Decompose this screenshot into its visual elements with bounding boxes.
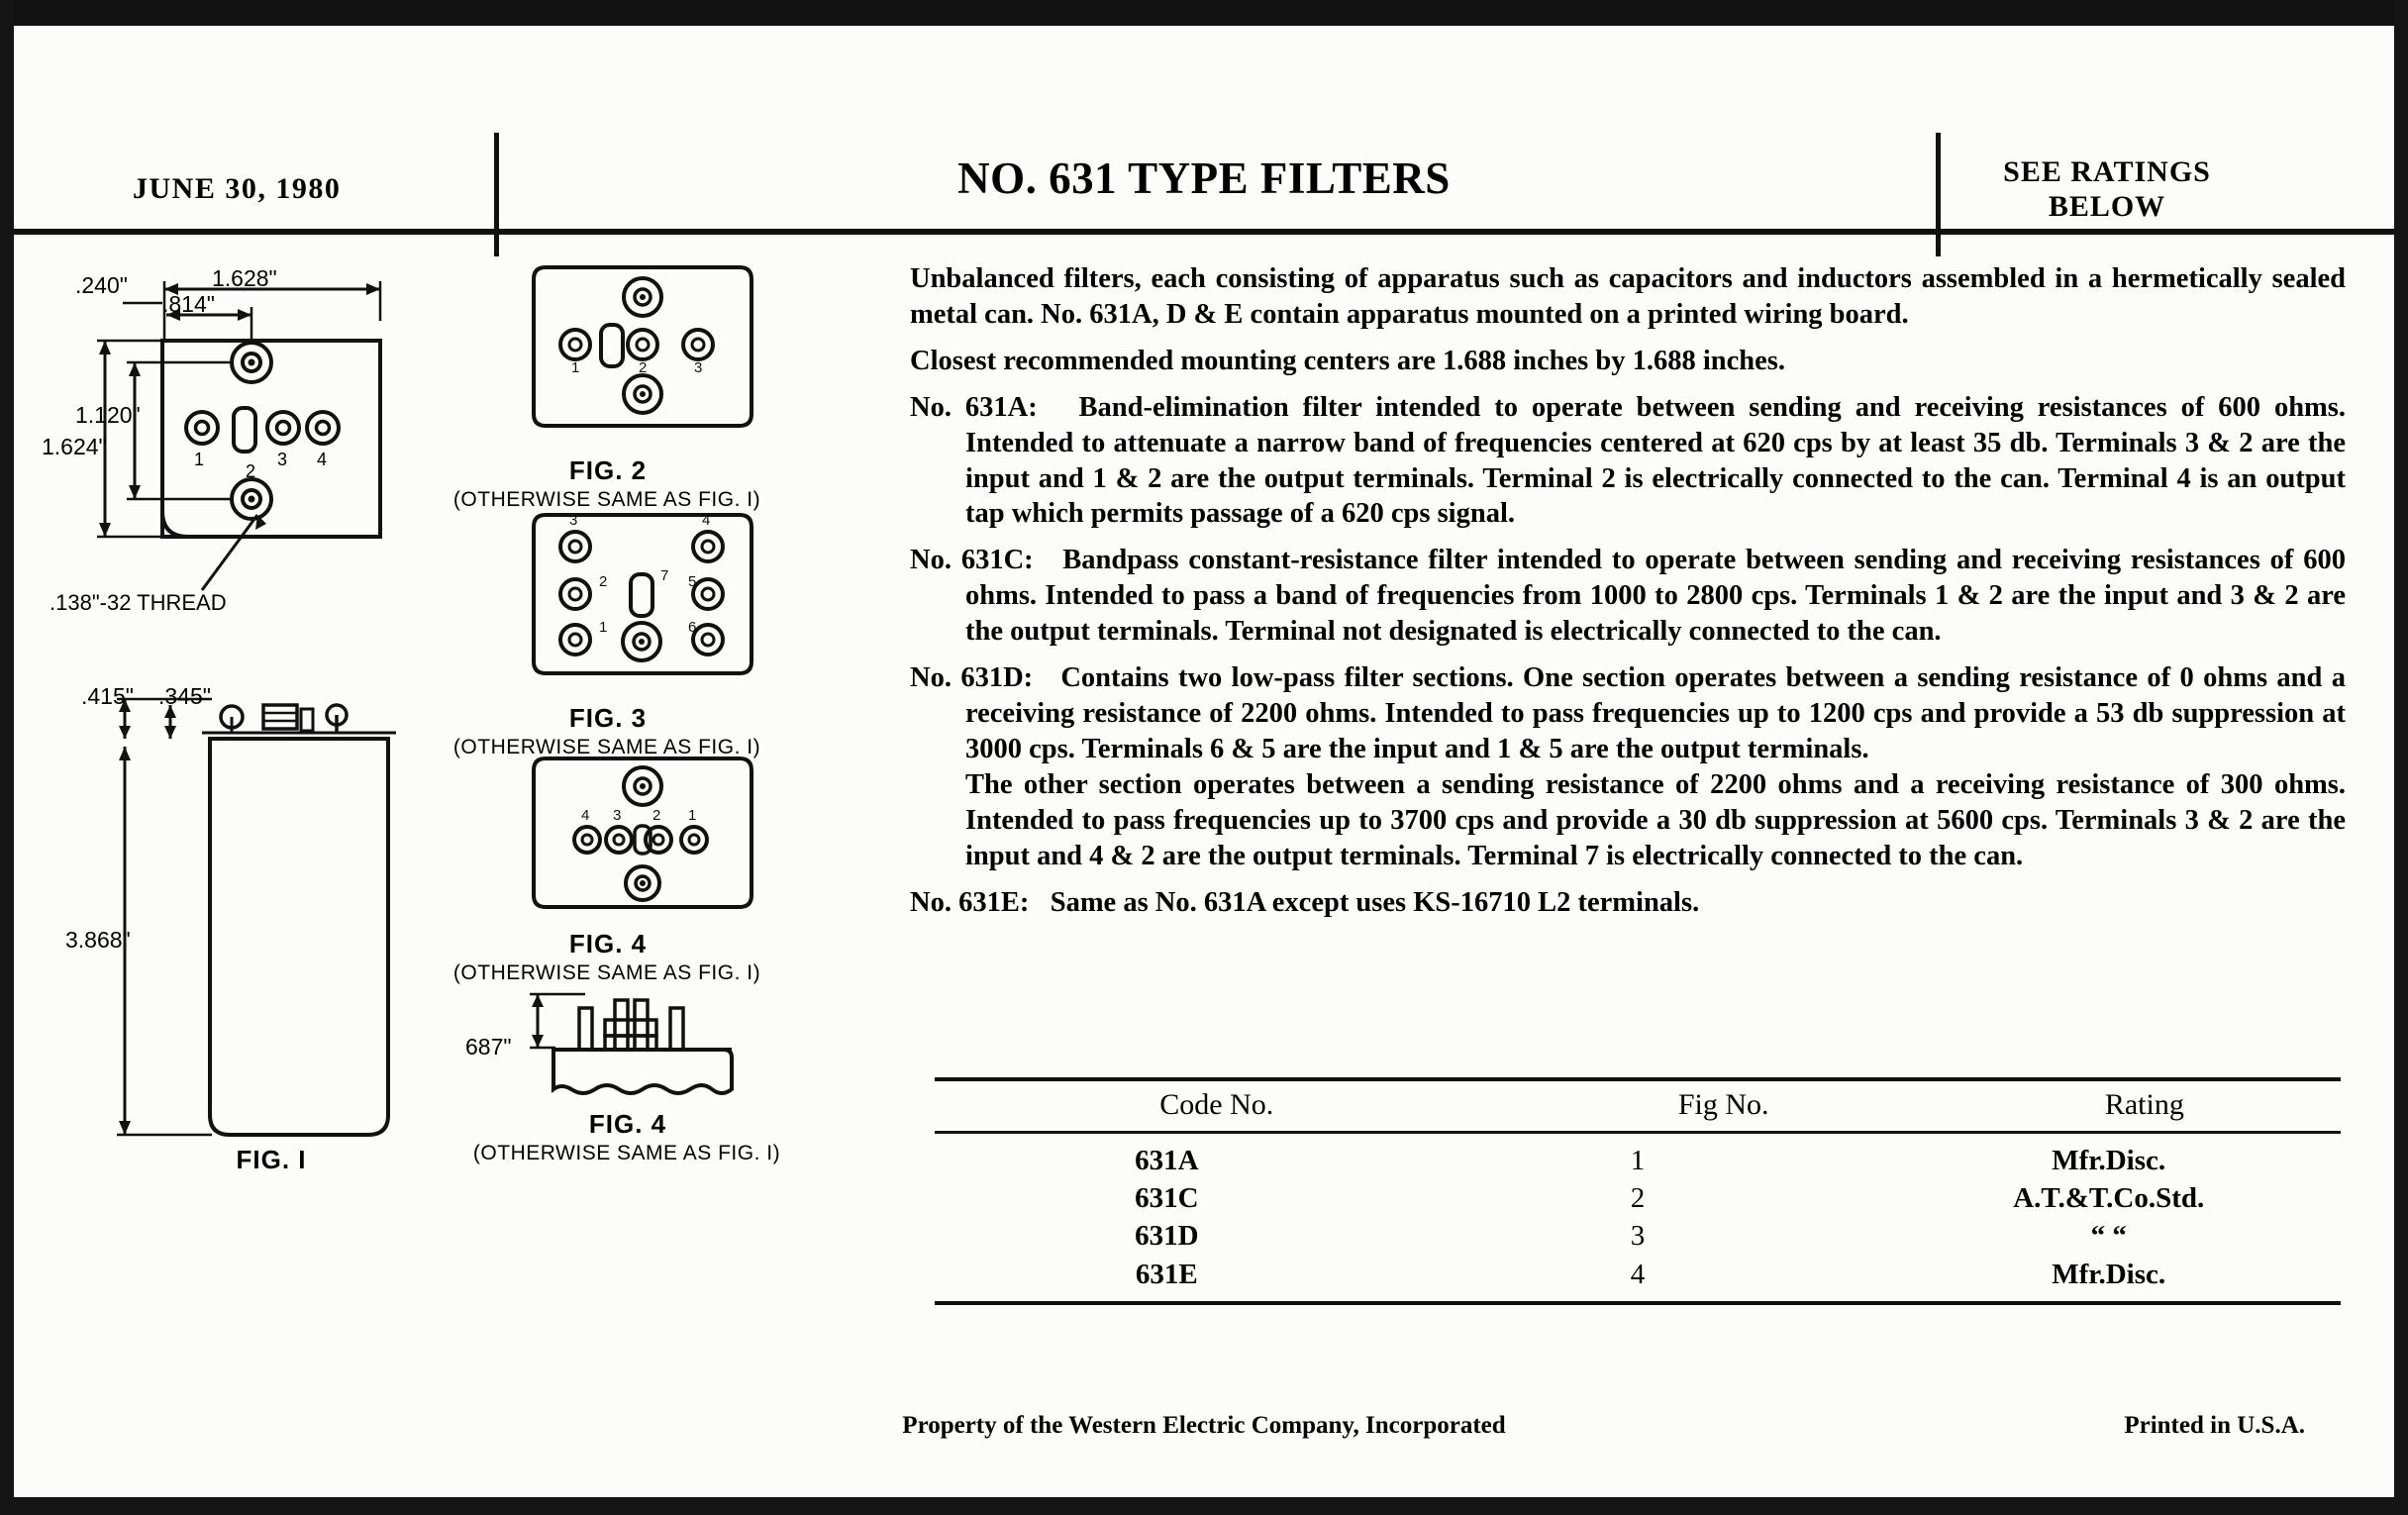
svg-text:1: 1 xyxy=(571,359,580,376)
label-631a: No. 631A: xyxy=(910,391,1038,423)
svg-text:2: 2 xyxy=(599,573,608,590)
paragraph-intro-text: Unbalanced filters, each consisting of apparatus such as capacitors and inductors assembled in a hermetically sealed metal can. No. 631A, D & E contain apparatus mounted on a printed wiring board. xyxy=(910,263,2346,330)
figure-1-caption: FIG. I xyxy=(236,1145,307,1174)
label-631e: No. 631E: xyxy=(910,886,1030,918)
svg-text:1: 1 xyxy=(599,619,608,636)
table-cell-rating: “ “ xyxy=(2090,1220,2127,1253)
figures-column xyxy=(42,263,915,1333)
table-rule-mid xyxy=(935,1131,2341,1134)
svg-text:2: 2 xyxy=(652,807,661,824)
fig1-terminal-4: 4 xyxy=(317,450,328,469)
dim-345: .345" xyxy=(158,683,211,709)
table-header-row xyxy=(935,1081,2341,1131)
ratings-table-body xyxy=(935,1142,2341,1293)
svg-text:5: 5 xyxy=(688,573,697,590)
table-cell-rating: Mfr.Disc. xyxy=(2052,1145,2166,1176)
label-631c: No. 631C: xyxy=(910,545,1034,576)
header-date: JUNE 30, 1980 xyxy=(133,172,342,205)
paragraph-631d-text-a: Contains two low-pass filter sections. One section operates between a sending resistance of 0 ohms and a receiving resistance of 2200 ohms. Intended to pass frequencies up to 1200 cps and provide a 53 db suppression at 3000 cps. Terminals 6 & 5 are the input and 1 & 5 are the output terminals. xyxy=(965,662,2347,764)
figure-3 xyxy=(452,501,806,759)
dim-1120: 1.120" xyxy=(75,402,141,428)
table-cell-code: 631D xyxy=(1135,1220,1199,1253)
table-header-rating: Rating xyxy=(2104,1088,2184,1121)
figure-2-caption: FIG. 2 xyxy=(568,455,648,485)
scan-border-left xyxy=(0,0,14,1515)
dim-240: .240" xyxy=(75,272,128,298)
table-cell-fig: 2 xyxy=(1630,1182,1646,1215)
svg-text:3: 3 xyxy=(694,359,703,376)
fig1-terminal-1: 1 xyxy=(194,450,205,469)
footer-property-notice: Property of the Western Electric Company, Incorporated xyxy=(902,1412,1506,1439)
dim-687: 687" xyxy=(465,1034,512,1060)
figure-2-subcaption: (OTHERWISE SAME AS FIG. I) xyxy=(452,488,761,511)
fig1-terminal-3: 3 xyxy=(277,450,288,469)
table-cell-rating: A.T.&T.Co.Std. xyxy=(2013,1182,2205,1215)
figure-4-caption: FIG. 4 xyxy=(568,929,648,959)
ratings-table xyxy=(935,1077,2341,1305)
paragraph-631e-text: Same as No. 631A except uses KS-16710 L2 terminals. xyxy=(1050,886,1700,918)
fig1-terminal-2: 2 xyxy=(246,461,256,481)
footer-printed-in: Printed in U.S.A. xyxy=(2124,1412,2305,1439)
table-rule-bottom xyxy=(935,1301,2341,1305)
svg-text:4: 4 xyxy=(702,512,711,529)
figure-4-side-svg xyxy=(494,978,791,1107)
svg-text:3: 3 xyxy=(613,807,622,824)
dim-1624: 1.624" xyxy=(42,434,107,459)
figure-4-side-caption: FIG. 4 xyxy=(588,1109,667,1139)
table-cell-code: 631C xyxy=(1135,1182,1199,1215)
paragraph-631d xyxy=(910,660,2346,767)
header-divider-right xyxy=(1936,133,1941,256)
description-column xyxy=(910,261,2346,931)
header-see-ratings-line2: BELOW xyxy=(2048,190,2166,224)
paragraph-631c xyxy=(910,543,2346,650)
dim-thread-label: .138"-32 THREAD xyxy=(50,590,227,615)
table-cell-fig: 3 xyxy=(1630,1220,1646,1253)
table-cell-code: 631A xyxy=(1135,1145,1199,1176)
dim-3868: 3.868" xyxy=(65,927,131,953)
paragraph-631c-text: Bandpass constant-resistance filter intended to operate between sending and receiving resistances of 600 ohms. Intended to pass a band of frequencies from 1000 to 2800 cps. Terminals 1 & 2 are the input and 3 & 2 are the output terminals. Terminal not designated is electrically connected to the can. xyxy=(965,545,2347,648)
scan-border-top xyxy=(0,0,2408,26)
figure-2 xyxy=(452,253,806,512)
figure-1-top-view xyxy=(42,263,469,650)
table-header-code: Code No. xyxy=(1159,1088,1274,1121)
header-see-ratings-line1: SEE RATINGS xyxy=(2003,155,2211,188)
label-631d: No. 631D: xyxy=(910,662,1034,694)
table-row xyxy=(935,1256,2341,1293)
figure-2-svg xyxy=(514,253,771,452)
figure-4-side-subcaption: (OTHERWISE SAME AS FIG. I) xyxy=(472,1142,781,1164)
svg-text:7: 7 xyxy=(660,567,669,584)
paragraph-intro xyxy=(910,261,2346,333)
figure-3-subcaption: (OTHERWISE SAME AS FIG. I) xyxy=(452,736,761,758)
table-row xyxy=(935,1179,2341,1217)
table-header-fig: Fig No. xyxy=(1677,1088,1769,1121)
sheet xyxy=(14,26,2394,1497)
figure-3-svg xyxy=(514,501,771,699)
svg-text:6: 6 xyxy=(688,619,697,636)
svg-text:1: 1 xyxy=(688,807,697,824)
figure-4-svg xyxy=(514,749,771,927)
paragraph-631d-text-b: The other section operates between a sending resistance of 2200 ohms and a receiving resistance of 300 ohms. Intended to pass frequencies up to 3700 cps and provide a 30 db suppression at 5600 cps. Terminals 3 & 2 are the input and 4 & 2 are the output terminals. Terminal 7 is electrically connected to the can. xyxy=(965,768,2346,871)
scan-border-right xyxy=(2394,0,2408,1515)
paragraph-mounting-text: Closest recommended mounting centers are 1.688 inches by 1.688 inches. xyxy=(910,345,1785,376)
scan-border-bottom xyxy=(0,1497,2408,1515)
dim-814: .814" xyxy=(162,291,215,317)
table-cell-rating: Mfr.Disc. xyxy=(2052,1258,2166,1290)
paragraph-631d-second xyxy=(910,767,2346,874)
figure-4-side xyxy=(465,978,806,1165)
table-cell-fig: 4 xyxy=(1630,1258,1646,1290)
page-header xyxy=(14,63,2394,224)
figure-3-caption: FIG. 3 xyxy=(568,703,648,733)
figure-4 xyxy=(452,749,806,985)
paragraph-631a xyxy=(910,390,2346,533)
paragraph-631e xyxy=(910,885,2346,921)
page-title: NO. 631 TYPE FILTERS xyxy=(957,153,1451,203)
dim-1628: 1.628" xyxy=(212,265,277,291)
figure-1-side-view xyxy=(53,640,469,1214)
paragraph-mounting xyxy=(910,344,2346,379)
paragraph-631a-text: Band-elimination filter intended to operate between sending and receiving resistances of 600 ohms. Intended to attenuate a narrow band of frequencies centered at 620 cps by at least 35 db. Terminals 3 & 2 are the input and 1 & 2 are the output terminals. Terminal 2 is electrically connected to the can. Terminal 4 is an output tap which permits passage of a 620 cps signal. xyxy=(965,391,2347,530)
table-cell-fig: 1 xyxy=(1630,1145,1646,1176)
svg-text:4: 4 xyxy=(581,807,590,824)
figure-1-side-svg xyxy=(53,640,469,1194)
ratings-table-grid xyxy=(935,1081,2341,1131)
dim-415: .415" xyxy=(81,683,134,709)
header-divider-left xyxy=(494,133,499,256)
table-row xyxy=(935,1142,2341,1179)
header-see-ratings xyxy=(1909,154,2305,225)
header-rule xyxy=(14,229,2394,235)
svg-text:2: 2 xyxy=(639,359,648,376)
table-row xyxy=(935,1217,2341,1255)
svg-text:3: 3 xyxy=(569,512,578,529)
table-cell-code: 631E xyxy=(1135,1258,1198,1290)
figure-4-subcaption: (OTHERWISE SAME AS FIG. I) xyxy=(452,961,761,984)
